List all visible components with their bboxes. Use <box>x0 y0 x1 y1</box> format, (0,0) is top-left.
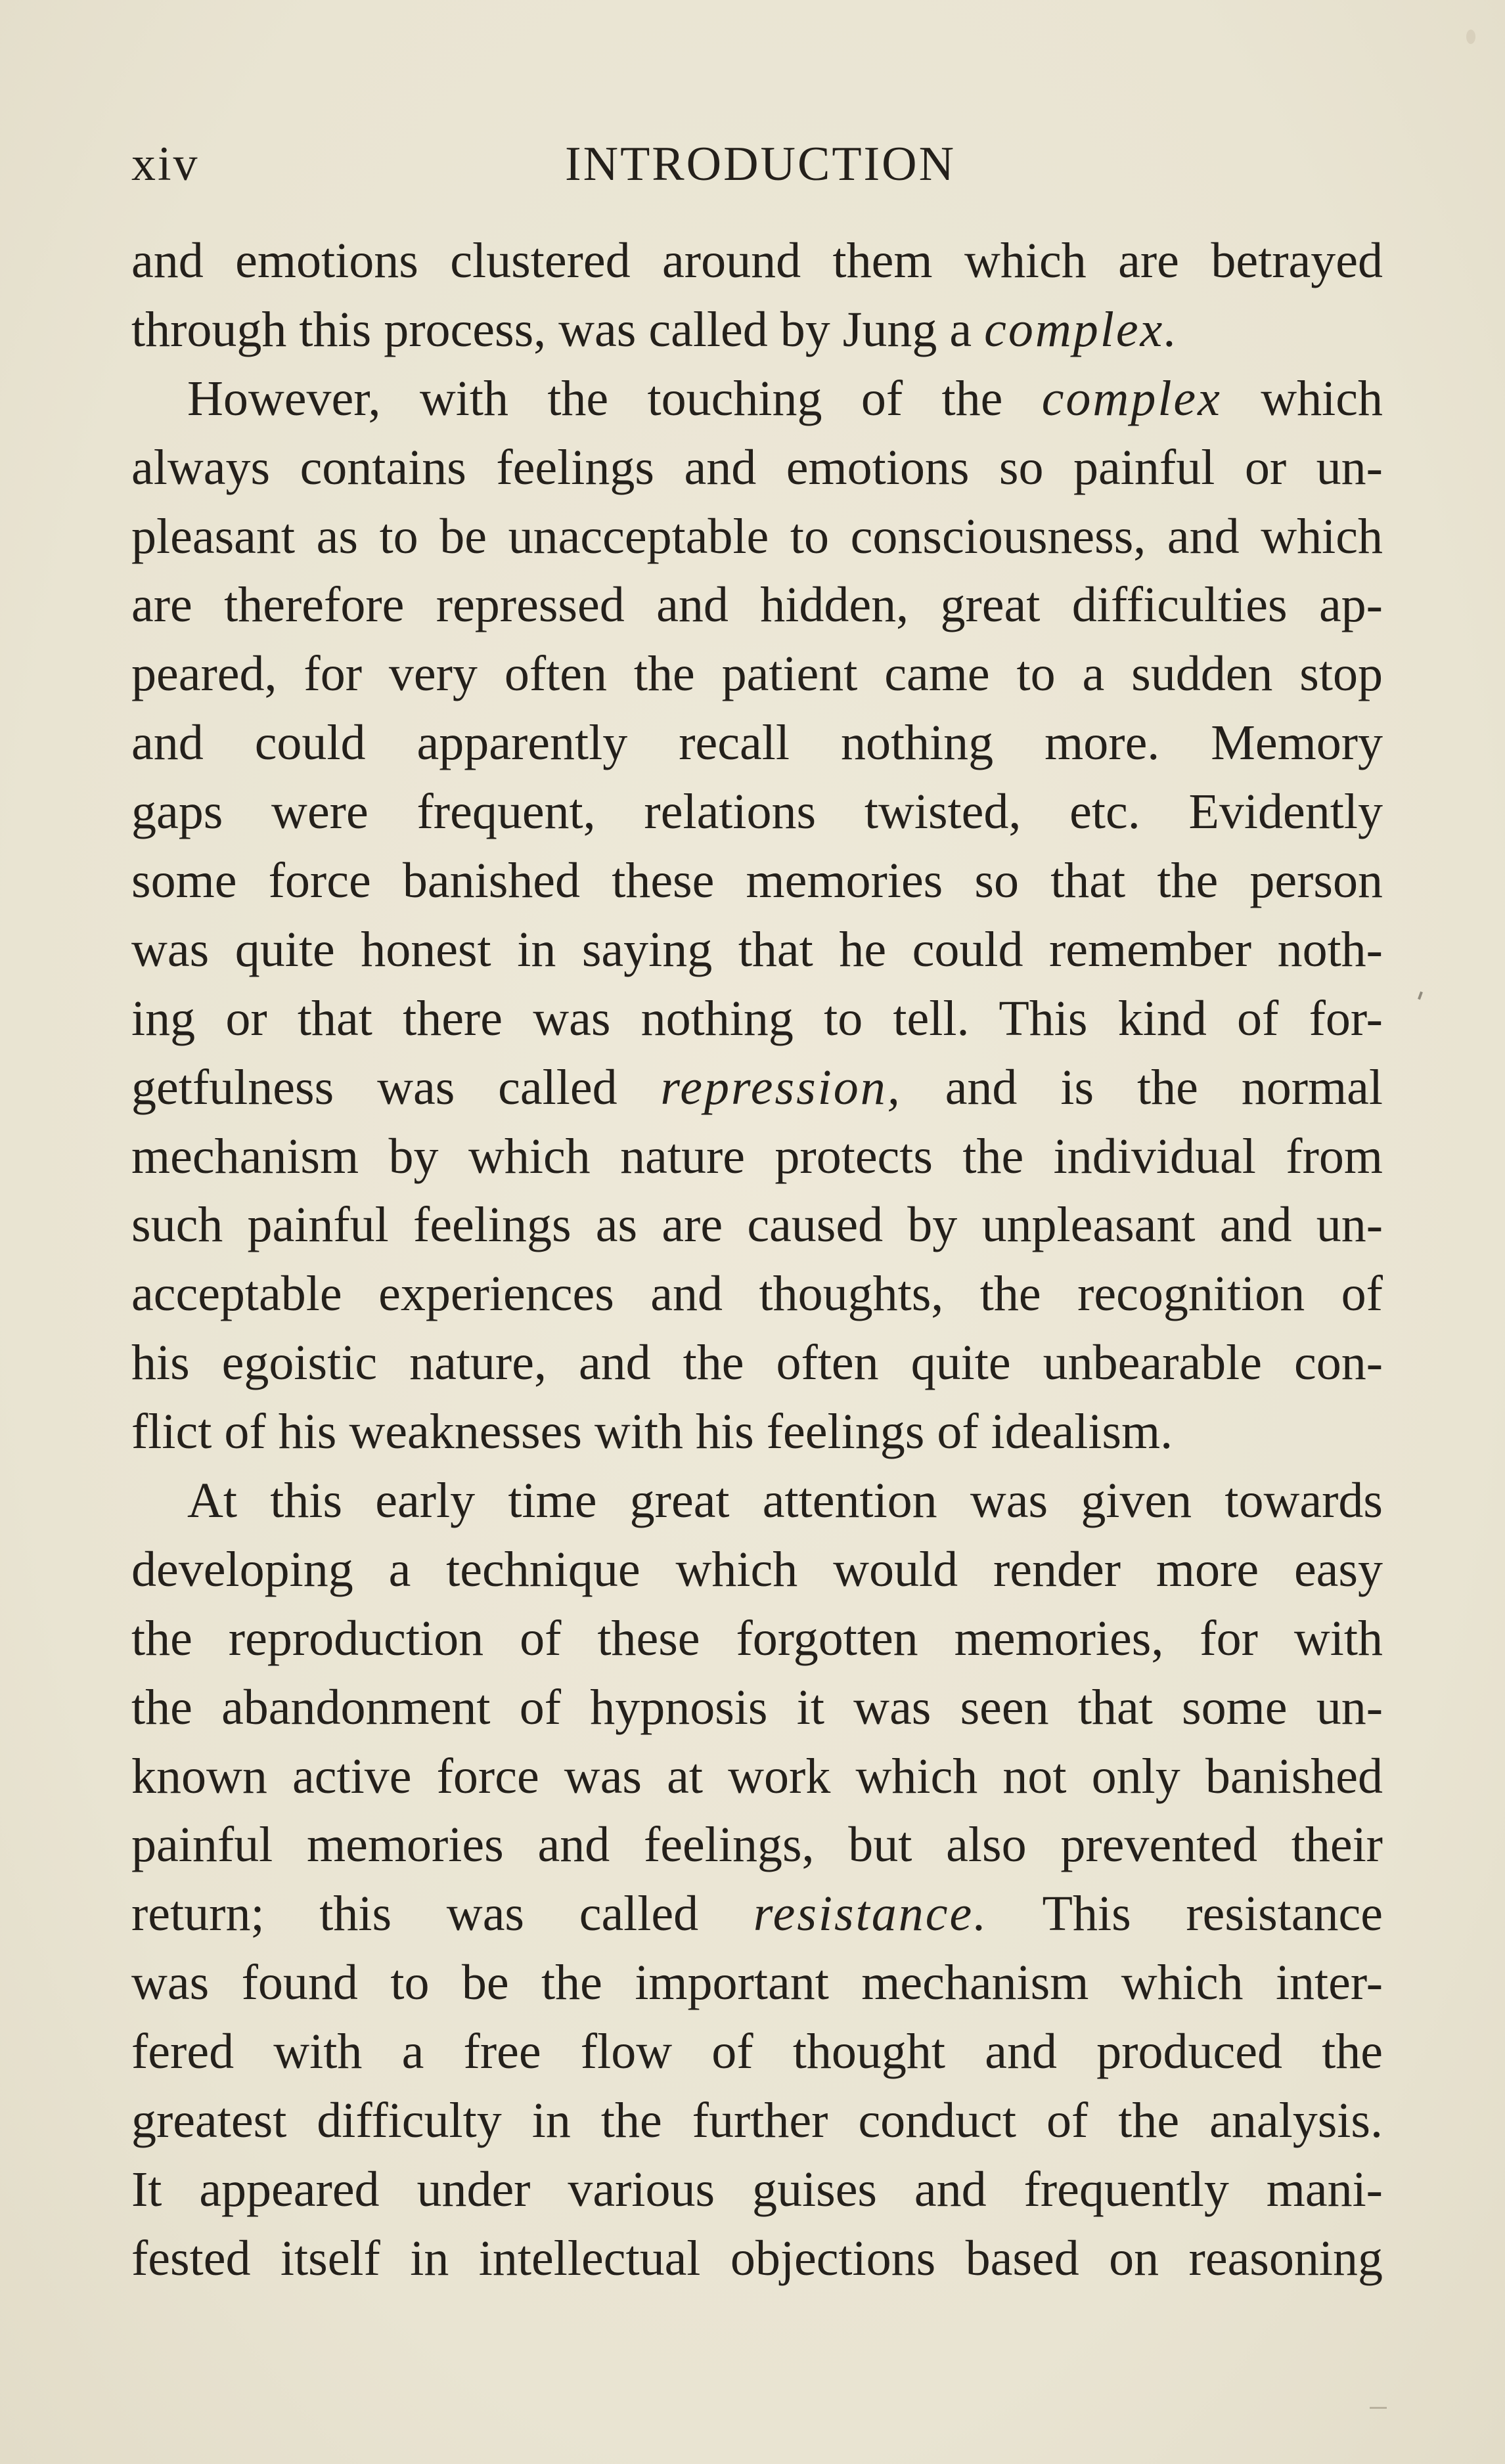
text-run: the reproduction of these forgotten memories, for with <box>131 1610 1383 1666</box>
text-line <box>131 640 1383 709</box>
text-run: It appeared under various guises and frequently mani- <box>131 2161 1383 2217</box>
text-run: and emotions clustered around them which are betrayed <box>131 233 1383 288</box>
text-line <box>131 1742 1383 1811</box>
text-line <box>131 1673 1383 1742</box>
text-run: fered with a free flow of thought and produced the <box>131 2024 1383 2080</box>
text-line <box>131 571 1383 640</box>
text-run: mechanism by which nature protects the individual from <box>131 1128 1383 1184</box>
body-text <box>131 227 1383 2293</box>
text-line <box>131 296 1383 364</box>
text-run: and could apparently recall nothing more. Memory <box>131 715 1383 771</box>
text-line <box>131 1811 1383 1880</box>
text-run: gaps were frequent, relations twisted, etc. Evidently <box>131 784 1383 840</box>
text-run: However, with the touching of the <box>187 370 1042 426</box>
text-run: return; this was called <box>131 1886 753 1942</box>
text-run: ing or that there was nothing to tell. This kind of for- <box>131 990 1383 1046</box>
italic-term: complex <box>1041 370 1222 426</box>
text-line <box>131 1260 1383 1329</box>
text-run: At this early time great attention was given towards <box>187 1473 1383 1529</box>
text-line <box>131 502 1383 571</box>
text-run: getfulness was called <box>131 1059 661 1115</box>
text-run: through this process, was called by Jung a <box>131 301 985 357</box>
text-line <box>131 1466 1383 1535</box>
text-line <box>131 1053 1383 1122</box>
text-line <box>131 2017 1383 2086</box>
text-run: pleasant as to be unacceptable to consciousness, and which <box>131 508 1383 564</box>
text-run: greatest difficulty in the further conduct of the analysis. <box>131 2093 1383 2149</box>
text-line <box>131 2224 1383 2293</box>
text-run: always contains feelings and emotions so painful or un- <box>131 439 1383 495</box>
text-run: known active force was at work which not only banished <box>131 1748 1383 1804</box>
text-run: some force banished these memories so that the person <box>131 853 1383 909</box>
text-line <box>131 1948 1383 2017</box>
text-line <box>131 1604 1383 1673</box>
text-run: was quite honest in saying that he could remember noth- <box>131 921 1383 977</box>
italic-term: repression, <box>660 1059 902 1115</box>
text-run: which <box>1221 370 1383 426</box>
text-run: peared, for very often the patient came to a sudden stop <box>131 646 1383 702</box>
text-line <box>131 1397 1383 1466</box>
text-run: was found to be the important mechanism which inter- <box>131 1955 1383 2011</box>
text-line <box>131 227 1383 296</box>
text-line <box>131 1329 1383 1397</box>
text-run: are therefore repressed and hidden, great difficulties ap- <box>131 577 1383 633</box>
text-line <box>131 709 1383 778</box>
text-line <box>131 2086 1383 2155</box>
text-line <box>131 1122 1383 1191</box>
text-line <box>131 364 1383 433</box>
text-line <box>131 433 1383 502</box>
text-line <box>131 847 1383 915</box>
text-run: fested itself in intellectual objections based on reasoning <box>131 2230 1383 2286</box>
running-head <box>131 131 1383 197</box>
text-line <box>131 915 1383 984</box>
text-run: the abandonment of hypnosis it was seen that some un- <box>131 1679 1383 1735</box>
page-number: xiv <box>131 137 200 191</box>
text-line <box>131 1880 1383 1948</box>
paper-mark <box>1370 2407 1387 2409</box>
text-line <box>131 1191 1383 1260</box>
text-line <box>131 1535 1383 1604</box>
text-line <box>131 984 1383 1053</box>
italic-term: resistance. <box>753 1886 989 1942</box>
paper-blemish <box>1466 30 1475 44</box>
text-run: and is the normal <box>901 1059 1383 1115</box>
text-run: flict of his weaknesses with his feelings of idealism. <box>131 1404 1173 1460</box>
running-title: INTRODUCTION <box>565 137 956 191</box>
ink-speck <box>1418 992 1423 1000</box>
text-run: his egoistic nature, and the often quite unbearable con- <box>131 1335 1383 1391</box>
text-run: developing a technique which would render more easy <box>131 1541 1383 1597</box>
text-run: painful memories and feelings, but also prevented their <box>131 1817 1383 1873</box>
text-run: acceptable experiences and thoughts, the recognition of <box>131 1266 1383 1322</box>
text-line <box>131 778 1383 847</box>
text-line <box>131 2155 1383 2224</box>
text-run: This resistance <box>988 1886 1383 1942</box>
text-run: such painful feelings as are caused by unpleasant and un- <box>131 1197 1383 1253</box>
italic-term: complex. <box>984 301 1179 357</box>
